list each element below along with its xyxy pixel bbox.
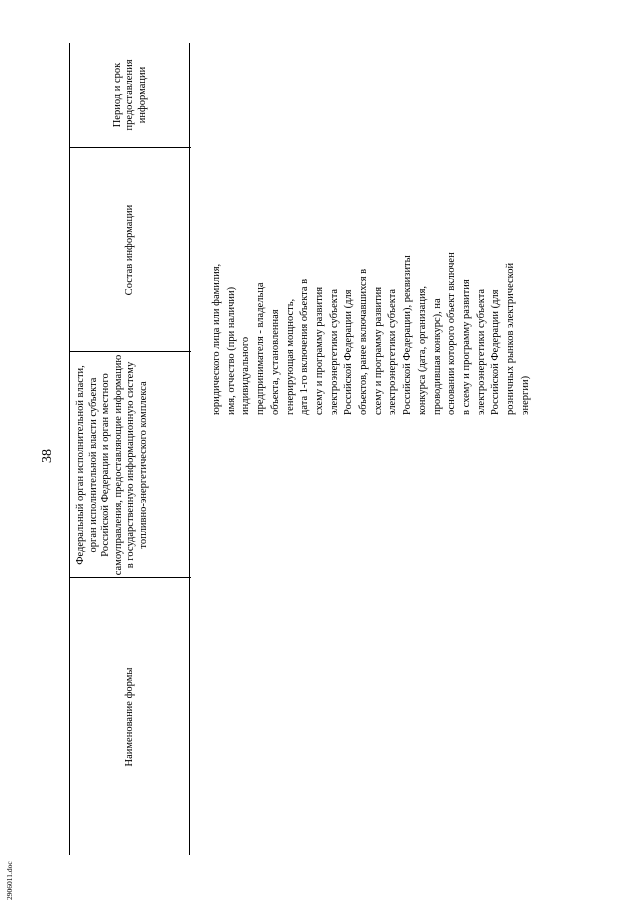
header-composition: Состав информации [124,204,136,296]
page-number: 38 [40,449,55,463]
column-divider [70,577,191,578]
header-period: Период и срок предоставления информации [111,59,148,131]
column-divider [70,351,191,352]
composition-text: юридического лица или фамилия, имя, отчество (при наличии) индивидуального предпринимателя - владельца объекта, установленная генерирующая мощность, дата 1-го включения объекта в схему и программу развития электроэнергетики субъекта Российской Федерации (для объектов, ранее включавшихся в схему и программу развития электроэнергетики субъекта Российской Федерации), реквизиты конкурса (дата, организация, проводившая конкурс), на основании которого объект включен в схему и программу развития электроэнергетики субъекта Российской Федерации (для розничных рынков электрической энергии) [211,252,531,415]
header-organization: Федеральный орган исполнительной власти, орган исполнительной власти субъекта Российской Федерации и орган местного самоуправления, предоставляющие информацию в государственную информационную систему топливно-энергетического комплекса [75,354,149,576]
table-header [69,43,190,855]
header-form-name: Наименование формы [124,667,136,767]
column-divider [70,147,191,148]
footer-filename: 2906011.doc [5,861,14,900]
